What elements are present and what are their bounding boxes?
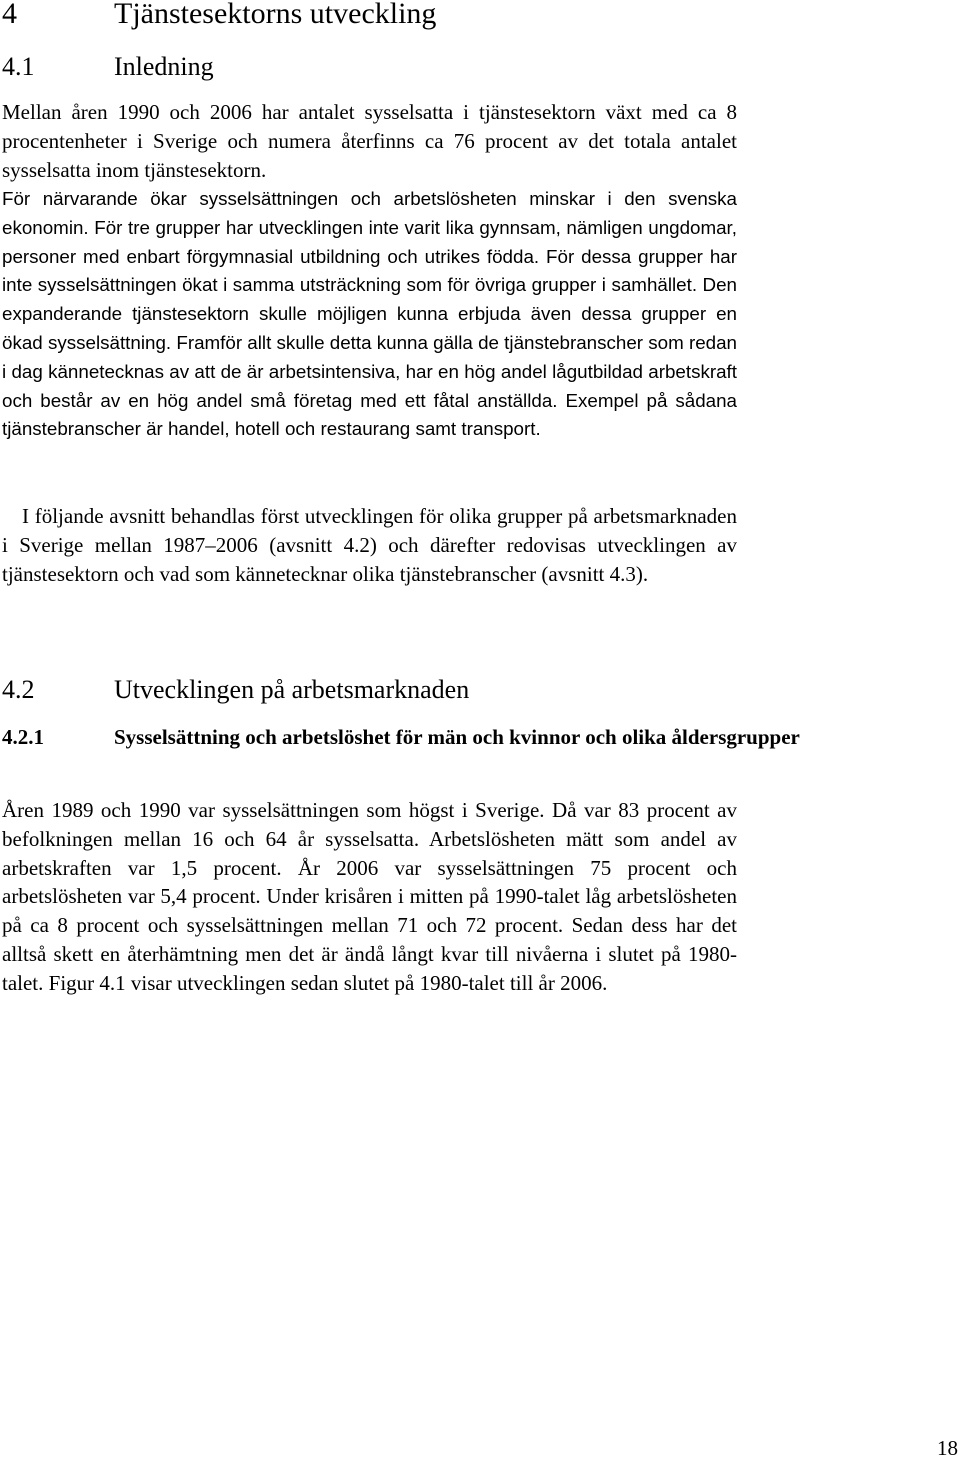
page-number: 18 [937,1436,958,1460]
intro-paragraph-2: För närvarande ökar sysselsättningen och arbetslösheten minskar i den svenska ekonomin. För tre grupper har utvecklingen inte varit lika gynnsam, nämligen ungdomar, personer med enbart förgymnasial utbildning och utrikes födda. För dessa grupper har inte sysselsättningen ökat i samma utsträckning som för övriga grupper i samhället. Den expanderande tjänstesektorn skulle möjligen kunna erbjuda även dessa grupper en ökad sysselsättning. Framför allt skulle detta kunna gälla de tjänstebranscher som redan i dag kännetecknas av att de är arbetsintensiva, har en hög andel lågutbildad arbetskraft och består av en hög andel små företag med ett fåtal anställda. Exempel på sådana tjänstebranscher är handel, hotell och restaurang samt transport. [2,188,737,440]
section-number: 4.2 [2,675,35,704]
section-title: Utvecklingen på arbetsmarknaden [114,675,470,704]
subsection-heading [2,724,942,751]
intro-paragraph-1: Mellan åren 1990 och 2006 har antalet sysselsatta i tjänstesektorn växt med ca 8 procentenheter i Sverige och numera återfinns ca 76 procent av det totala antalet sysselsatta inom tjänstesektorn. [2,100,737,182]
section-title: Inledning [114,52,214,81]
section-number: 4.1 [2,52,35,81]
subsection-paragraph: Åren 1989 och 1990 var sysselsättningen som högst i Sverige. Då var 83 procent av befolkningen mellan 16 och 64 år sysselsatta. Arbetslösheten mätt som andel av arbetskraften var 1,5 procent. År 2006 var sysselsättningen 75 procent och arbetslösheten var 5,4 procent. Under krisåren i mitten på 1990-talet låg arbetslösheten på ca 8 procent och sysselsättningen mellan 71 och 72 procent. Sedan dess har det alltså skett en återhämtning men det är ändå långt kvar till nivåerna i slutet på 1980-talet. Figur 4.1 visar utvecklingen sedan slutet på 1980-talet till år 2006. [2,798,737,995]
subsection-title: Sysselsättning och arbetslöshet för män och kvinnor och olika åldersgrupper [114,725,800,749]
chapter-number: 4 [2,0,17,30]
subsection-number: 4.2.1 [2,725,44,749]
chapter-heading [2,0,942,34]
section-heading-inledning [2,50,942,84]
section-heading-arbetsmarknaden [2,673,942,707]
intro-paragraph-3: I följande avsnitt behandlas först utvecklingen för olika grupper på arbetsmarknaden i Sverige mellan 1987–2006 (avsnitt 4.2) och därefter redovisas utvecklingen av tjänstesektorn och vad som kännetecknar olika tjänstebranscher (avsnitt 4.3). [2,504,737,586]
chapter-title: Tjänstesektorns utveckling [114,0,437,30]
